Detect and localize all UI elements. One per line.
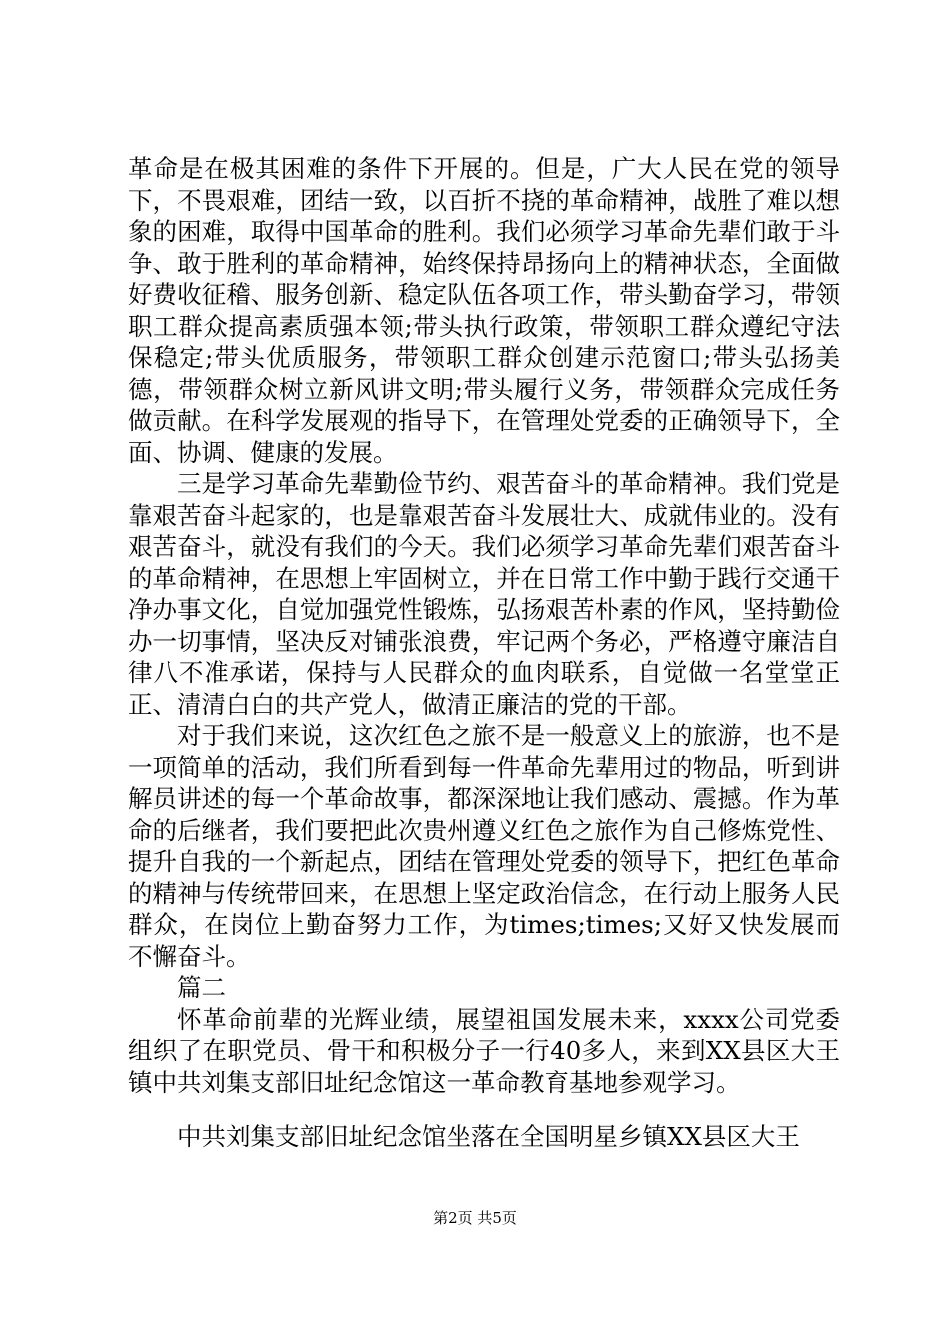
paragraph-memorial-location: 中共刘集支部旧址纪念馆坐落在全国明星乡镇XX县区大王	[177, 1122, 800, 1151]
paragraph-revolution-conditions: 革命是在极其困难的条件下开展的。但是，广大人民在党的领导下，不畏艰难，团结一致，以百折不挠的革命精神，战胜了难以想象的困难，取得中国革命的胜利。我们必须学习革命先辈们敢于斗争、敢于胜利的革命精神，始终保持昂扬向上的精神状态，全面做好费收征稽、服务创新、稳定队伍各项工作，带头勤奋学习，带领职工群众提高素质强本领;带头执行政策，带领职工群众遵纪守法保稳定;带头优质服务，带领职工群众创建示范窗口;带头弘扬美德，带领群众树立新风讲文明;带头履行义务，带领群众完成任务做贡献。在科学发展观的指导下，在管理处党委的正确领导下，全面、协调、健康的发展。	[128, 154, 840, 467]
paragraph-red-tour-reflection: 对于我们来说，这次红色之旅不是一般意义上的旅游，也不是一项简单的活动，我们所看到每一件革命先辈用过的物品，听到讲解员讲述的每一个革命故事，都深深地让我们感动、震撼。作为革命的后继者，我们要把此次贵州遵义红色之旅作为自己修炼党性、提升自我的一个新起点，团结在管理处党委的领导下，把红色革命的精神与传统带回来，在思想上坚定政治信念，在行动上服务人民群众，在岗位上勤奋努力工作，为times;times;又好又快发展而不懈奋斗。	[128, 721, 840, 971]
paragraph-hard-work-spirit: 三是学习革命先辈勤俭节约、艰苦奋斗的革命精神。我们党是靠艰苦奋斗起家的，也是靠艰苦奋斗发展壮大、成就伟业的。没有艰苦奋斗，就没有我们的今天。我们必须学习革命先辈们艰苦奋斗的革命精神，在思想上牢固树立，并在日常工作中勤于践行交通干净办事文化，自觉加强党性锻炼，弘扬艰苦朴素的作风，坚持勤俭办一切事情，坚决反对铺张浪费，牢记两个务必，严格遵守廉洁自律八不准承诺，保持与人民群众的血肉联系，自觉做一名堂堂正正、清清白白的共产党人，做清正廉洁的党的干部。	[128, 469, 840, 719]
paragraph-gap	[128, 1098, 840, 1121]
page-number-footer: 第2页 共5页	[433, 1209, 517, 1227]
section-heading: 篇二	[177, 973, 226, 1002]
paragraph-visit-intro: 怀革命前辈的光辉业绩，展望祖国发展未来，xxxx公司党委组织了在职党员、骨干和积极分子一行40多人，来到XX县区大王镇中共刘集支部旧址纪念馆这一革命教育基地参观学习。	[128, 1004, 840, 1097]
document-body	[128, 153, 840, 1153]
